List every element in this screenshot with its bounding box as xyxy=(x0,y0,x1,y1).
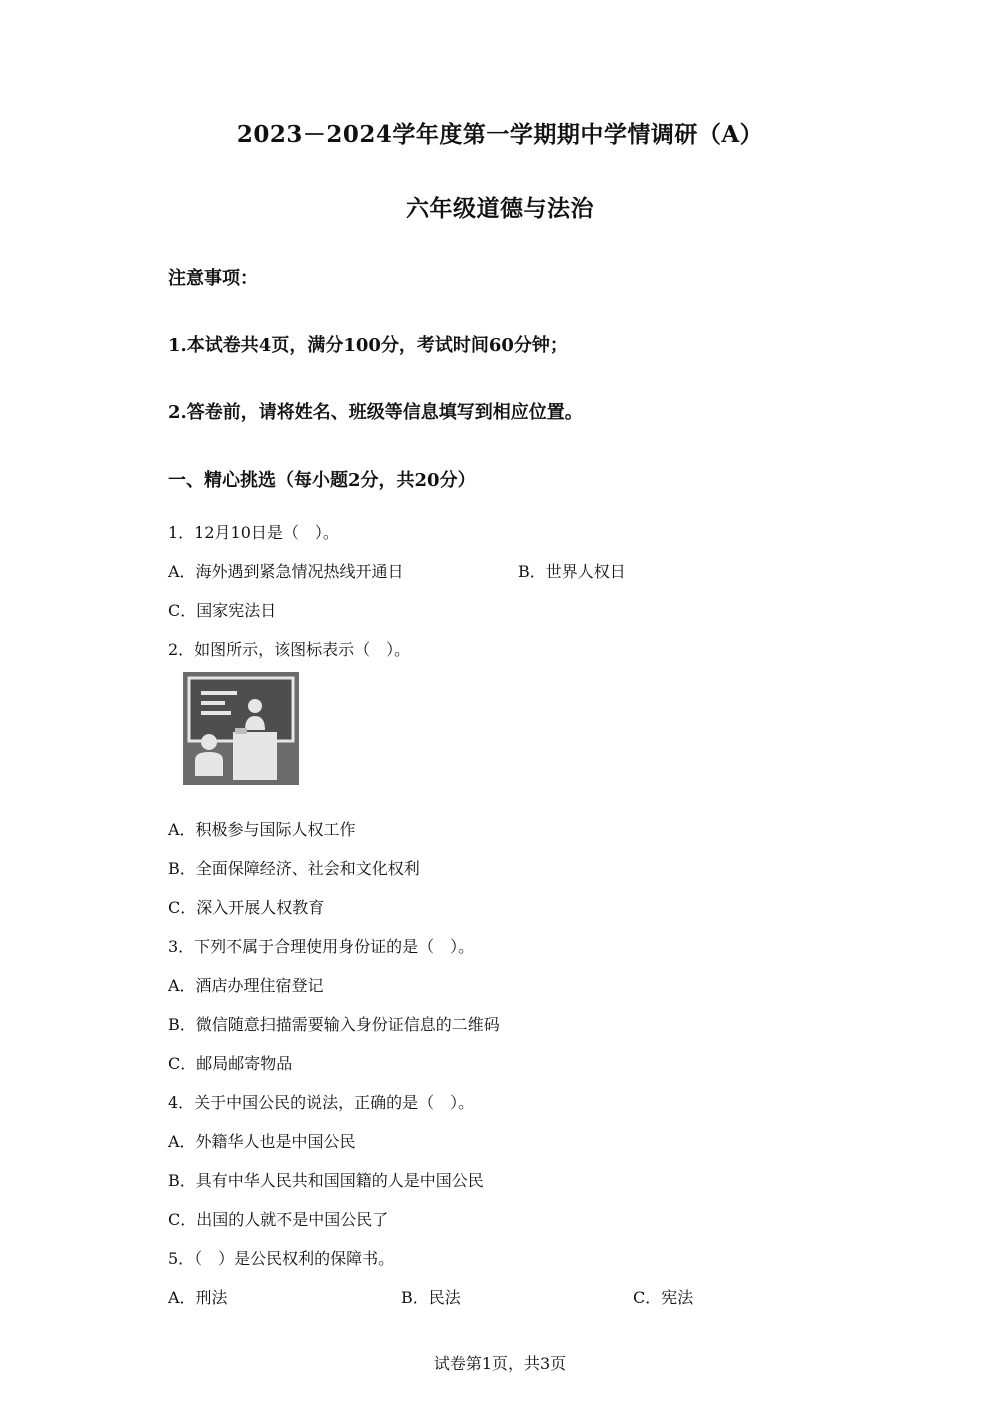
question-5-stem: 5．（ ）是公民权利的保障书。 xyxy=(168,1249,395,1268)
question-2-option-c: C．深入开展人权教育 xyxy=(168,898,325,917)
question-5-option-b: B．民法 xyxy=(401,1288,461,1307)
question-1-option-b: B．世界人权日 xyxy=(518,562,626,581)
notice-heading: 注意事项： xyxy=(168,268,258,289)
question-1-option-a: A．海外遇到紧急情况热线开通日 xyxy=(168,562,404,581)
section-heading: 一、精心挑选（每小题2分，共20分） xyxy=(168,470,476,491)
notice-item-2: 2.答卷前，请将姓名、班级等信息填写到相应位置。 xyxy=(168,402,583,423)
question-3-stem: 3．下列不属于合理使用身份证的是（ ）。 xyxy=(168,937,475,956)
exam-subject: 六年级道德与法治 xyxy=(406,195,594,222)
question-4-option-c: C．出国的人就不是中国公民了 xyxy=(168,1210,389,1229)
human-rights-education-icon xyxy=(183,672,299,785)
question-2-option-b: B．全面保障经济、社会和文化权利 xyxy=(168,859,420,878)
question-5-option-a: A．刑法 xyxy=(168,1288,228,1307)
question-3-option-a: A．酒店办理住宿登记 xyxy=(168,976,324,995)
exam-title: 2023－2024学年度第一学期期中学情调研（A） xyxy=(236,121,764,148)
question-3-option-b: B．微信随意扫描需要输入身份证信息的二维码 xyxy=(168,1015,500,1034)
question-2-option-a: A．积极参与国际人权工作 xyxy=(168,820,356,839)
question-4-option-b: B．具有中华人民共和国国籍的人是中国公民 xyxy=(168,1171,484,1190)
question-5-option-c: C．宪法 xyxy=(633,1288,694,1307)
question-1-stem: 1．12月10日是（ ）。 xyxy=(168,523,339,542)
question-4-stem: 4．关于中国公民的说法，正确的是（ ）。 xyxy=(168,1093,475,1112)
question-3-option-c: C．邮局邮寄物品 xyxy=(168,1054,293,1073)
notice-item-1: 1.本试卷共4页，满分100分，考试时间60分钟； xyxy=(168,335,568,356)
page-number: 试卷第1页，共3页 xyxy=(433,1354,567,1373)
question-2-stem: 2．如图所示，该图标表示（ ）。 xyxy=(168,640,411,659)
question-4-option-a: A．外籍华人也是中国公民 xyxy=(168,1132,356,1151)
question-1-option-c: C．国家宪法日 xyxy=(168,601,277,620)
